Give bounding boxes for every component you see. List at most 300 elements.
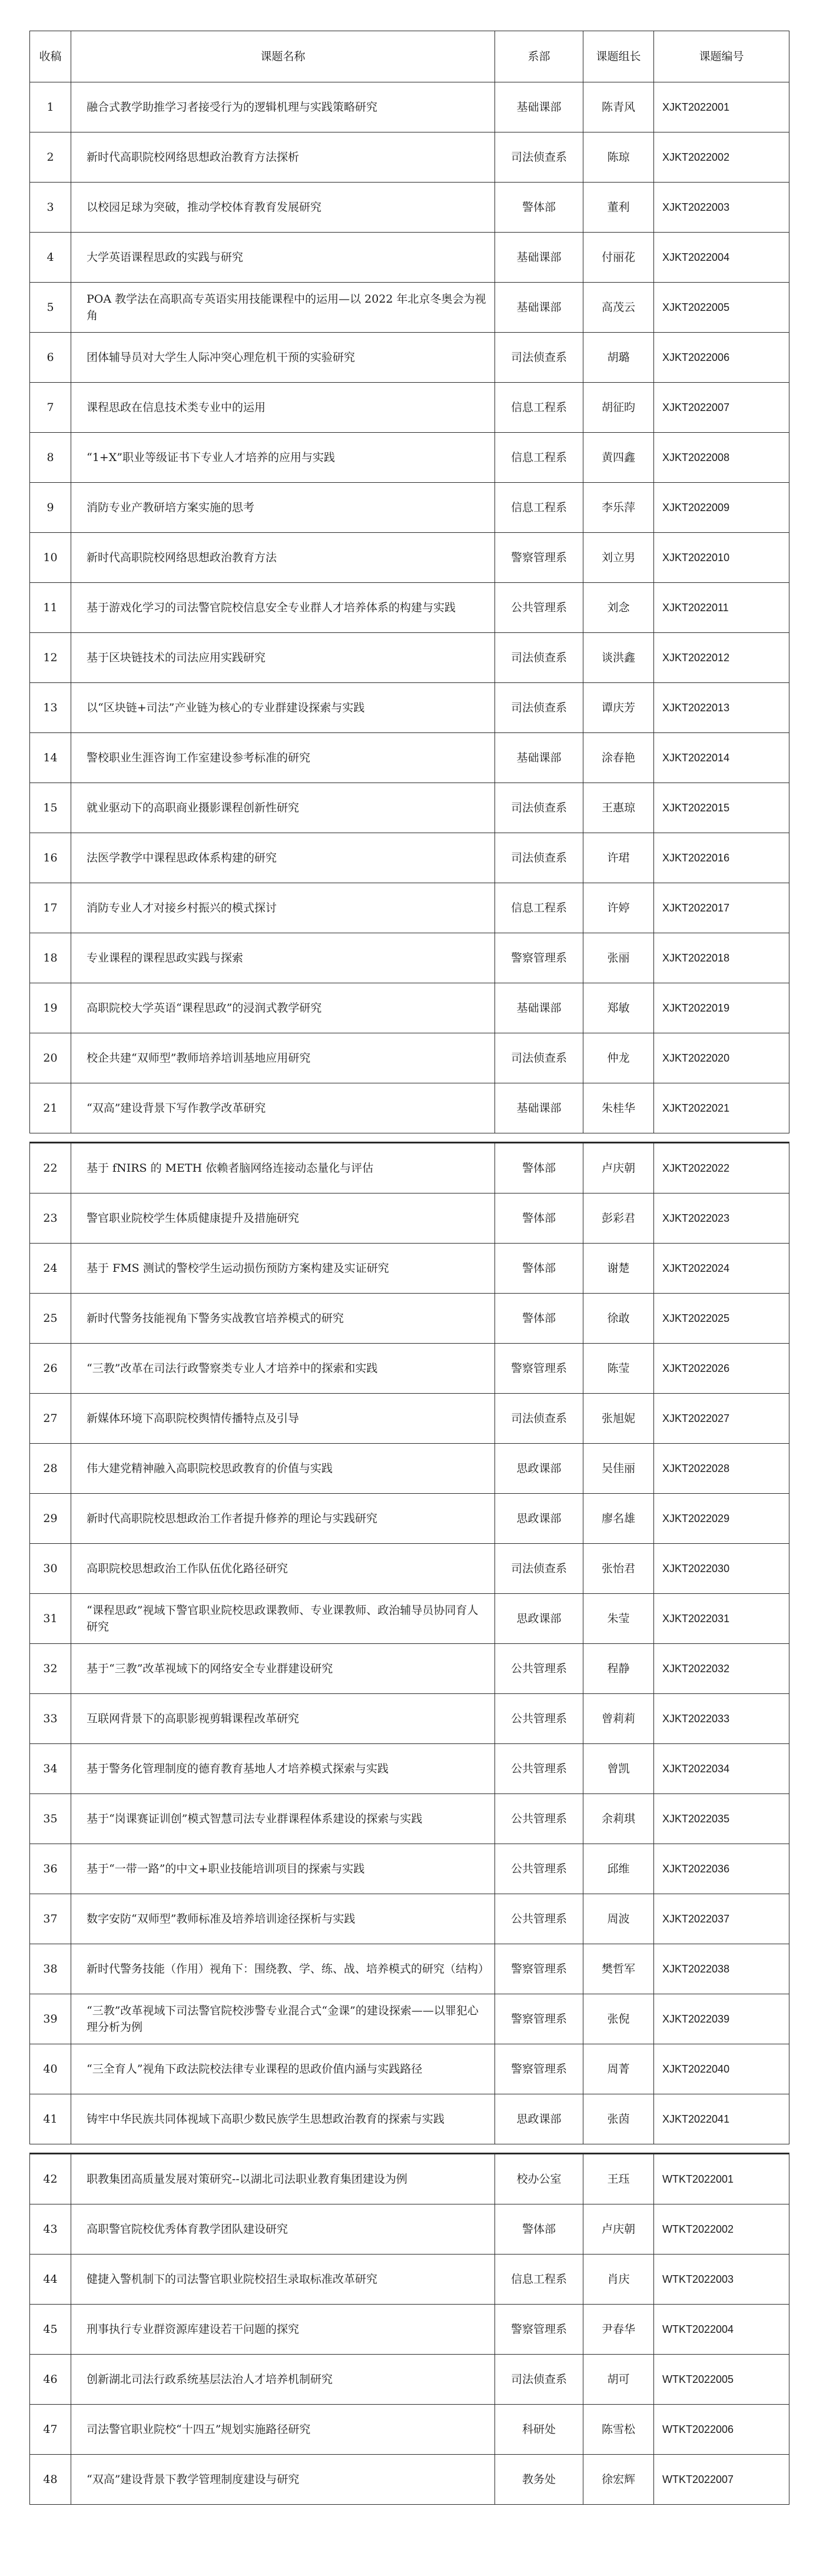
cell-title: 消防专业产教研培方案实施的思考 (71, 483, 495, 533)
cell-no: 42 (30, 2154, 71, 2204)
table-row (30, 1083, 789, 1133)
cell-leader: 彭彩君 (583, 1193, 654, 1244)
cell-no: 8 (30, 433, 71, 483)
cell-title: 数字安防“双师型”教师标准及培养培训途径探析与实践 (71, 1894, 495, 1944)
cell-leader: 廖名雄 (583, 1494, 654, 1544)
cell-code: XJKT2022016 (654, 833, 789, 883)
cell-code: XJKT2022010 (654, 533, 789, 583)
cell-title: 专业课程的课程思政实践与探索 (71, 933, 495, 983)
cell-no: 7 (30, 383, 71, 433)
table-row (30, 183, 789, 233)
table-row (30, 2405, 789, 2455)
cell-code: WTKT2022007 (654, 2455, 789, 2505)
table-row (30, 483, 789, 533)
cell-code: XJKT2022005 (654, 283, 789, 333)
table-row (30, 983, 789, 1033)
cell-no: 12 (30, 633, 71, 683)
cell-title: 基于游戏化学习的司法警官院校信息安全专业群人才培养体系的构建与实践 (71, 583, 495, 633)
table-row (30, 1994, 789, 2044)
cell-title: POA 教学法在高职高专英语实用技能课程中的运用—以 2022 年北京冬奥会为视角 (71, 283, 495, 333)
table-row (30, 1594, 789, 1644)
cell-code: WTKT2022002 (654, 2204, 789, 2255)
table-row (30, 1844, 789, 1894)
cell-dept: 基础课部 (495, 82, 583, 132)
cell-leader: 程静 (583, 1644, 654, 1694)
cell-dept: 公共管理系 (495, 1894, 583, 1944)
cell-leader: 朱桂华 (583, 1083, 654, 1133)
cell-code: XJKT2022028 (654, 1444, 789, 1494)
cell-leader: 张倪 (583, 1994, 654, 2044)
cell-code: XJKT2022034 (654, 1744, 789, 1794)
cell-leader: 仲龙 (583, 1033, 654, 1083)
cell-leader: 李乐萍 (583, 483, 654, 533)
cell-title: 基于“岗课赛证训创”模式智慧司法专业群课程体系建设的探索与实践 (71, 1794, 495, 1844)
cell-dept: 信息工程系 (495, 383, 583, 433)
cell-no: 23 (30, 1193, 71, 1244)
cell-leader: 肖庆 (583, 2255, 654, 2305)
table-row (30, 1033, 789, 1083)
table-row (30, 2255, 789, 2305)
cell-no: 48 (30, 2455, 71, 2505)
cell-leader: 卢庆朝 (583, 2204, 654, 2255)
cell-no: 21 (30, 1083, 71, 1133)
cell-title: “双高”建设背景下教学管理制度建设与研究 (71, 2455, 495, 2505)
cell-code: XJKT2022004 (654, 233, 789, 283)
cell-no: 47 (30, 2405, 71, 2455)
cell-title: “1+X”职业等级证书下专业人才培养的应用与实践 (71, 433, 495, 483)
cell-no: 9 (30, 483, 71, 533)
cell-title: 基于“一带一路”的中文+职业技能培训项目的探索与实践 (71, 1844, 495, 1894)
cell-leader: 刘立男 (583, 533, 654, 583)
cell-leader: 陈莹 (583, 1344, 654, 1394)
cell-dept: 警察管理系 (495, 933, 583, 983)
cell-dept: 司法侦查系 (495, 1033, 583, 1083)
cell-no: 20 (30, 1033, 71, 1083)
cell-leader: 刘念 (583, 583, 654, 633)
cell-code: XJKT2022021 (654, 1083, 789, 1133)
cell-no: 33 (30, 1694, 71, 1744)
cell-leader: 周菁 (583, 2044, 654, 2094)
cell-leader: 张茵 (583, 2094, 654, 2144)
cell-dept: 警察管理系 (495, 533, 583, 583)
cell-title: 互联网背景下的高职影视剪辑课程改革研究 (71, 1694, 495, 1744)
header-title: 课题名称 (71, 31, 495, 82)
cell-title: 团体辅导员对大学生人际冲突心理危机干预的实验研究 (71, 333, 495, 383)
cell-dept: 基础课部 (495, 733, 583, 783)
cell-dept: 公共管理系 (495, 1794, 583, 1844)
cell-title: 伟大建党精神融入高职院校思政教育的价值与实践 (71, 1444, 495, 1494)
table-row (30, 833, 789, 883)
cell-leader: 陈琼 (583, 132, 654, 183)
table-row (30, 1294, 789, 1344)
cell-no: 22 (30, 1143, 71, 1193)
cell-code: XJKT2022011 (654, 583, 789, 633)
cell-title: 基于 fNIRS 的 METH 依赖者脑网络连接动态量化与评估 (71, 1143, 495, 1193)
table-row (30, 683, 789, 733)
cell-dept: 司法侦查系 (495, 333, 583, 383)
cell-title: 铸牢中华民族共同体视域下高职少数民族学生思想政治教育的探索与实践 (71, 2094, 495, 2144)
cell-code: XJKT2022029 (654, 1494, 789, 1544)
cell-title: “三教”改革在司法行政警察类专业人才培养中的探索和实践 (71, 1344, 495, 1394)
table-row (30, 2094, 789, 2144)
cell-no: 41 (30, 2094, 71, 2144)
cell-dept: 警察管理系 (495, 1344, 583, 1394)
cell-code: XJKT2022039 (654, 1994, 789, 2044)
cell-leader: 张丽 (583, 933, 654, 983)
cell-code: XJKT2022018 (654, 933, 789, 983)
header-dept: 系部 (495, 31, 583, 82)
cell-code: XJKT2022006 (654, 333, 789, 383)
cell-title: 高职警官院校优秀体育教学团队建设研究 (71, 2204, 495, 2255)
cell-dept: 思政课部 (495, 1594, 583, 1644)
cell-dept: 公共管理系 (495, 1644, 583, 1694)
table-row (30, 2204, 789, 2255)
cell-title: 大学英语课程思政的实践与研究 (71, 233, 495, 283)
cell-dept: 警体部 (495, 1294, 583, 1344)
table-row (30, 1744, 789, 1794)
table-row (30, 2355, 789, 2405)
cell-no: 1 (30, 82, 71, 132)
cell-no: 10 (30, 533, 71, 583)
cell-no: 27 (30, 1394, 71, 1444)
cell-code: XJKT2022041 (654, 2094, 789, 2144)
cell-code: WTKT2022001 (654, 2154, 789, 2204)
cell-leader: 胡征昀 (583, 383, 654, 433)
cell-no: 6 (30, 333, 71, 383)
table-row (30, 1444, 789, 1494)
cell-code: XJKT2022031 (654, 1594, 789, 1644)
table-row (30, 533, 789, 583)
table-row (30, 2044, 789, 2094)
cell-dept: 司法侦查系 (495, 783, 583, 833)
cell-leader: 尹春华 (583, 2305, 654, 2355)
cell-code: XJKT2022009 (654, 483, 789, 533)
cell-code: XJKT2022025 (654, 1294, 789, 1344)
cell-code: XJKT2022036 (654, 1844, 789, 1894)
cell-code: XJKT2022002 (654, 132, 789, 183)
cell-no: 34 (30, 1744, 71, 1794)
cell-no: 25 (30, 1294, 71, 1344)
cell-leader: 张旭妮 (583, 1394, 654, 1444)
cell-title: 校企共建“双师型”教师培养培训基地应用研究 (71, 1033, 495, 1083)
cell-code: XJKT2022030 (654, 1544, 789, 1594)
cell-no: 38 (30, 1944, 71, 1994)
cell-code: XJKT2022015 (654, 783, 789, 833)
cell-leader: 许珺 (583, 833, 654, 883)
table-row (30, 1794, 789, 1844)
table-row (30, 433, 789, 483)
cell-dept: 信息工程系 (495, 483, 583, 533)
cell-title: 新时代高职院校网络思想政治教育方法 (71, 533, 495, 583)
cell-dept: 信息工程系 (495, 2255, 583, 2305)
cell-code: XJKT2022033 (654, 1694, 789, 1744)
cell-title: 新时代高职院校网络思想政治教育方法探析 (71, 132, 495, 183)
cell-no: 18 (30, 933, 71, 983)
cell-no: 19 (30, 983, 71, 1033)
cell-no: 35 (30, 1794, 71, 1844)
cell-code: XJKT2022001 (654, 82, 789, 132)
cell-code: XJKT2022003 (654, 183, 789, 233)
table-row (30, 733, 789, 783)
cell-code: WTKT2022006 (654, 2405, 789, 2455)
cell-leader: 高茂云 (583, 283, 654, 333)
cell-code: XJKT2022023 (654, 1193, 789, 1244)
cell-title: 新时代警务技能视角下警务实战教官培养模式的研究 (71, 1294, 495, 1344)
table-row (30, 1394, 789, 1444)
project-table (29, 31, 789, 2505)
cell-no: 28 (30, 1444, 71, 1494)
cell-code: XJKT2022040 (654, 2044, 789, 2094)
cell-dept: 校办公室 (495, 2154, 583, 2204)
cell-no: 14 (30, 733, 71, 783)
cell-leader: 卢庆朝 (583, 1143, 654, 1193)
cell-code: XJKT2022019 (654, 983, 789, 1033)
cell-dept: 警体部 (495, 183, 583, 233)
table-row (30, 2154, 789, 2204)
cell-dept: 信息工程系 (495, 433, 583, 483)
cell-leader: 董利 (583, 183, 654, 233)
cell-no: 5 (30, 283, 71, 333)
cell-leader: 徐敢 (583, 1294, 654, 1344)
cell-no: 11 (30, 583, 71, 633)
cell-no: 37 (30, 1894, 71, 1944)
cell-no: 26 (30, 1344, 71, 1394)
cell-dept: 司法侦查系 (495, 132, 583, 183)
cell-dept: 警体部 (495, 1244, 583, 1294)
cell-code: XJKT2022012 (654, 633, 789, 683)
table-row (30, 132, 789, 183)
cell-no: 36 (30, 1844, 71, 1894)
table-row (30, 1894, 789, 1944)
cell-dept: 思政课部 (495, 1494, 583, 1544)
cell-title: 刑事执行专业群资源库建设若干问题的探究 (71, 2305, 495, 2355)
cell-leader: 邱维 (583, 1844, 654, 1894)
cell-title: 以“区块链+司法”产业链为核心的专业群建设探索与实践 (71, 683, 495, 733)
cell-code: XJKT2022038 (654, 1944, 789, 1994)
cell-leader: 周波 (583, 1894, 654, 1944)
cell-title: 创新湖北司法行政系统基层法治人才培养机制研究 (71, 2355, 495, 2405)
cell-leader: 张怡君 (583, 1544, 654, 1594)
cell-dept: 司法侦查系 (495, 2355, 583, 2405)
cell-dept: 警体部 (495, 2204, 583, 2255)
cell-no: 32 (30, 1644, 71, 1694)
cell-dept: 公共管理系 (495, 1694, 583, 1744)
cell-leader: 樊哲军 (583, 1944, 654, 1994)
table-row (30, 82, 789, 132)
cell-title: 以校园足球为突破，推动学校体育教育发展研究 (71, 183, 495, 233)
cell-dept: 警体部 (495, 1193, 583, 1244)
cell-leader: 徐宏辉 (583, 2455, 654, 2505)
cell-dept: 思政课部 (495, 1444, 583, 1494)
cell-no: 29 (30, 1494, 71, 1544)
cell-title: “课程思政”视域下警官职业院校思政课教师、专业课教师、政治辅导员协同育人研究 (71, 1594, 495, 1644)
table-row (30, 883, 789, 933)
cell-dept: 公共管理系 (495, 1844, 583, 1894)
header-no: 收稿 (30, 31, 71, 82)
cell-no: 30 (30, 1544, 71, 1594)
header-code: 课题编号 (654, 31, 789, 82)
section-gap (30, 1133, 789, 1143)
cell-code: XJKT2022008 (654, 433, 789, 483)
section-gap-cell (30, 2144, 789, 2154)
cell-no: 15 (30, 783, 71, 833)
cell-title: 基于 FMS 测试的警校学生运动损伤预防方案构建及实证研究 (71, 1244, 495, 1294)
cell-dept: 司法侦查系 (495, 683, 583, 733)
cell-dept: 信息工程系 (495, 883, 583, 933)
cell-no: 3 (30, 183, 71, 233)
cell-title: 融合式教学助推学习者接受行为的逻辑机理与实践策略研究 (71, 82, 495, 132)
cell-no: 16 (30, 833, 71, 883)
table-row (30, 783, 789, 833)
cell-leader: 王惠琼 (583, 783, 654, 833)
cell-code: XJKT2022022 (654, 1143, 789, 1193)
cell-dept: 警察管理系 (495, 1944, 583, 1994)
cell-code: XJKT2022032 (654, 1644, 789, 1694)
cell-title: 课程思政在信息技术类专业中的运用 (71, 383, 495, 433)
cell-title: 法医学教学中课程思政体系构建的研究 (71, 833, 495, 883)
cell-no: 17 (30, 883, 71, 933)
cell-title: 基于警务化管理制度的德育教育基地人才培养模式探索与实践 (71, 1744, 495, 1794)
section-gap-cell (30, 1133, 789, 1143)
cell-code: WTKT2022003 (654, 2255, 789, 2305)
cell-leader: 郑敏 (583, 983, 654, 1033)
cell-dept: 警察管理系 (495, 2044, 583, 2094)
cell-code: WTKT2022005 (654, 2355, 789, 2405)
table-row (30, 283, 789, 333)
cell-no: 4 (30, 233, 71, 283)
cell-leader: 陈雪松 (583, 2405, 654, 2455)
cell-title: 基于区块链技术的司法应用实践研究 (71, 633, 495, 683)
cell-dept: 司法侦查系 (495, 1394, 583, 1444)
cell-title: 高职院校大学英语“课程思政”的浸润式教学研究 (71, 983, 495, 1033)
table-row (30, 1244, 789, 1294)
cell-leader: 黄四鑫 (583, 433, 654, 483)
table-row (30, 1143, 789, 1193)
cell-title: “三教”改革视域下司法警官院校涉警专业混合式“金课”的建设探索——以罪犯心理分析为例 (71, 1994, 495, 2044)
cell-code: XJKT2022035 (654, 1794, 789, 1844)
table-row (30, 1944, 789, 1994)
cell-code: XJKT2022024 (654, 1244, 789, 1294)
cell-dept: 警察管理系 (495, 1994, 583, 2044)
cell-no: 2 (30, 132, 71, 183)
cell-no: 46 (30, 2355, 71, 2405)
cell-title: “三全育人”视角下政法院校法律专业课程的思政价值内涵与实践路径 (71, 2044, 495, 2094)
cell-leader: 谭庆芳 (583, 683, 654, 733)
cell-title: 基于“三教”改革视域下的网络安全专业群建设研究 (71, 1644, 495, 1694)
table-row (30, 583, 789, 633)
table-row (30, 233, 789, 283)
cell-dept: 司法侦查系 (495, 1544, 583, 1594)
cell-dept: 基础课部 (495, 283, 583, 333)
cell-dept: 公共管理系 (495, 1744, 583, 1794)
table-body (30, 82, 789, 2505)
cell-leader: 涂春艳 (583, 733, 654, 783)
cell-dept: 司法侦查系 (495, 633, 583, 683)
cell-no: 45 (30, 2305, 71, 2355)
table-row (30, 2455, 789, 2505)
cell-no: 40 (30, 2044, 71, 2094)
cell-dept: 司法侦查系 (495, 833, 583, 883)
cell-title: 警校职业生涯咨询工作室建设参考标准的研究 (71, 733, 495, 783)
cell-code: XJKT2022013 (654, 683, 789, 733)
cell-dept: 科研处 (495, 2405, 583, 2455)
cell-dept: 基础课部 (495, 233, 583, 283)
cell-leader: 曾凯 (583, 1744, 654, 1794)
cell-dept: 基础课部 (495, 983, 583, 1033)
cell-dept: 基础课部 (495, 1083, 583, 1133)
cell-title: 警官职业院校学生体质健康提升及措施研究 (71, 1193, 495, 1244)
cell-title: 职教集团高质量发展对策研究--以湖北司法职业教育集团建设为例 (71, 2154, 495, 2204)
cell-code: XJKT2022037 (654, 1894, 789, 1944)
cell-title: 司法警官职业院校“十四五”规划实施路径研究 (71, 2405, 495, 2455)
cell-dept: 警察管理系 (495, 2305, 583, 2355)
table-row (30, 1193, 789, 1244)
cell-title: 就业驱动下的高职商业摄影课程创新性研究 (71, 783, 495, 833)
cell-title: “双高”建设背景下写作教学改革研究 (71, 1083, 495, 1133)
table-row (30, 383, 789, 433)
table-row (30, 333, 789, 383)
cell-code: WTKT2022004 (654, 2305, 789, 2355)
cell-leader: 谢楚 (583, 1244, 654, 1294)
cell-code: XJKT2022017 (654, 883, 789, 933)
cell-leader: 胡可 (583, 2355, 654, 2405)
cell-code: XJKT2022014 (654, 733, 789, 783)
cell-leader: 谈洪鑫 (583, 633, 654, 683)
cell-leader: 余莉琪 (583, 1794, 654, 1844)
cell-title: 高职院校思想政治工作队伍优化路径研究 (71, 1544, 495, 1594)
cell-no: 31 (30, 1594, 71, 1644)
table-row (30, 933, 789, 983)
cell-no: 44 (30, 2255, 71, 2305)
cell-leader: 付丽花 (583, 233, 654, 283)
table-header-row (30, 31, 789, 82)
cell-code: XJKT2022007 (654, 383, 789, 433)
cell-no: 24 (30, 1244, 71, 1294)
table-row (30, 1694, 789, 1744)
cell-dept: 公共管理系 (495, 583, 583, 633)
cell-no: 39 (30, 1994, 71, 2044)
cell-leader: 陈青风 (583, 82, 654, 132)
header-leader: 课题组长 (583, 31, 654, 82)
cell-title: 新时代高职院校思想政治工作者提升修养的理论与实践研究 (71, 1494, 495, 1544)
cell-title: 新时代警务技能（作用）视角下：围绕教、学、练、战、培养模式的研究（结构） (71, 1944, 495, 1994)
table-row (30, 1344, 789, 1394)
cell-leader: 曾莉莉 (583, 1694, 654, 1744)
cell-code: XJKT2022020 (654, 1033, 789, 1083)
table-row (30, 1544, 789, 1594)
cell-dept: 警体部 (495, 1143, 583, 1193)
cell-code: XJKT2022026 (654, 1344, 789, 1394)
table-row (30, 633, 789, 683)
cell-dept: 教务处 (495, 2455, 583, 2505)
cell-title: 健捷入警机制下的司法警官职业院校招生录取标准改革研究 (71, 2255, 495, 2305)
project-table-document (29, 31, 789, 2505)
section-gap (30, 2144, 789, 2154)
cell-dept: 思政课部 (495, 2094, 583, 2144)
cell-leader: 胡璐 (583, 333, 654, 383)
cell-no: 43 (30, 2204, 71, 2255)
cell-code: XJKT2022027 (654, 1394, 789, 1444)
cell-no: 13 (30, 683, 71, 733)
cell-leader: 许婷 (583, 883, 654, 933)
table-row (30, 1494, 789, 1544)
cell-leader: 吴佳丽 (583, 1444, 654, 1494)
cell-title: 新媒体环境下高职院校舆情传播特点及引导 (71, 1394, 495, 1444)
table-row (30, 1644, 789, 1694)
table-row (30, 2305, 789, 2355)
cell-leader: 朱莹 (583, 1594, 654, 1644)
cell-leader: 王珏 (583, 2154, 654, 2204)
